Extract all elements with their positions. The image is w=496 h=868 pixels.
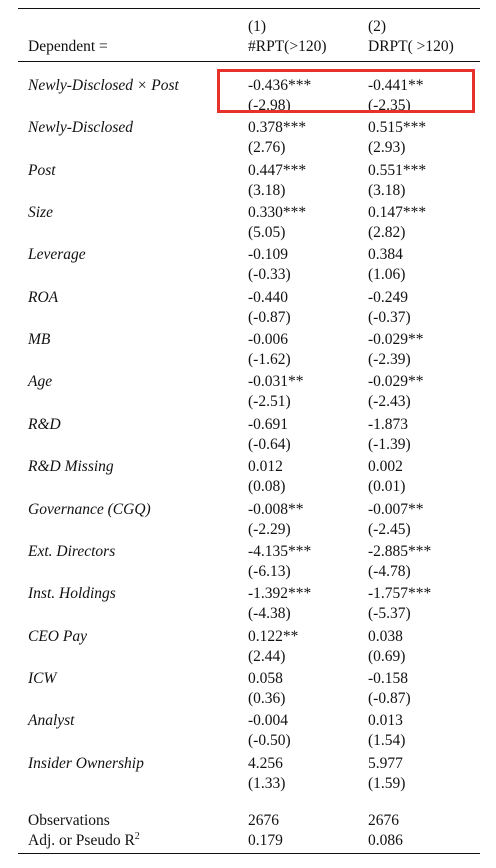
tstat-col2: (-2.35) — [368, 97, 411, 114]
tstat-col2: (2.82) — [368, 224, 406, 242]
coef-col2: 0.038 — [368, 627, 403, 645]
coef-col2: 0.147*** — [368, 204, 427, 222]
coef-col2: -1.873 — [368, 415, 409, 433]
tstat-col1: (-4.38) — [248, 605, 291, 623]
tstat-col1: (1.33) — [248, 774, 286, 792]
row-label: Size — [28, 204, 53, 222]
coef-col1: -4.135*** — [248, 542, 312, 560]
r2-superscript: 2 — [134, 831, 140, 842]
coef-col1: 0.330*** — [248, 204, 307, 222]
coef-col2: 5.977 — [368, 754, 403, 772]
coef-col2: 0.384 — [368, 246, 403, 264]
regression-table — [18, 0, 480, 858]
coef-col1: -0.031** — [248, 373, 304, 391]
r2-label — [28, 832, 140, 850]
coef-col2: 0.002 — [368, 458, 403, 476]
col2-number: (2) — [368, 18, 387, 35]
coef-col1: 0.058 — [248, 669, 283, 687]
tstat-col2: (-0.87) — [368, 689, 411, 707]
tstat-col2: (3.18) — [368, 181, 406, 199]
col1-header: #RPT(>120) — [248, 38, 327, 55]
row-label: MB — [28, 331, 51, 349]
row-label: Newly-Disclosed × Post — [28, 77, 179, 94]
coef-col1: -0.440 — [248, 288, 289, 306]
dependent-label: Dependent = — [28, 38, 108, 55]
tstat-col2: (1.59) — [368, 774, 406, 792]
highlight-box — [217, 69, 475, 113]
row-label: ICW — [28, 669, 57, 687]
coef-col1: -0.008** — [248, 500, 304, 518]
coef-col1: 0.012 — [248, 458, 283, 476]
tstat-col1: (-0.50) — [248, 732, 291, 750]
tstat-col2: (1.06) — [368, 266, 406, 284]
col1-number: (1) — [248, 18, 267, 35]
tstat-col1: (2.44) — [248, 647, 286, 665]
r2-label-text: Adj. or Pseudo R — [28, 832, 135, 849]
row-label: R&D — [28, 415, 61, 433]
coef-col2: -0.029** — [368, 331, 424, 349]
row-label: Insider Ownership — [28, 754, 144, 772]
coef-col1: 0.122** — [248, 627, 299, 645]
row-label: CEO Pay — [28, 627, 87, 645]
coef-col1: -0.109 — [248, 246, 289, 264]
observations-col1: 2676 — [248, 812, 279, 829]
coef-col2: 0.515*** — [368, 119, 427, 137]
tstat-col1: (-0.33) — [248, 266, 291, 284]
coef-col1: -1.392*** — [248, 585, 312, 603]
bottom-rule — [18, 853, 480, 854]
tstat-col1: (3.18) — [248, 181, 286, 199]
coef-col2: -0.158 — [368, 669, 409, 687]
tstat-col1: (-0.64) — [248, 435, 291, 453]
tstat-col2: (2.93) — [368, 139, 406, 157]
tstat-col1: (2.76) — [248, 139, 286, 157]
r2-col1: 0.179 — [248, 832, 283, 849]
coef-col1: 0.378*** — [248, 119, 307, 137]
tstat-col1: (-1.62) — [248, 351, 291, 369]
header-rule — [18, 61, 480, 62]
tstat-col2: (-4.78) — [368, 562, 411, 580]
row-label: Leverage — [28, 246, 86, 264]
coef-col1: -0.436*** — [248, 77, 312, 94]
coef-col1: -0.006 — [248, 331, 289, 349]
row-label: R&D Missing — [28, 458, 114, 476]
col2-header: DRPT( >120) — [368, 38, 454, 55]
top-rule — [18, 8, 480, 9]
tstat-col1: (5.05) — [248, 224, 286, 242]
row-label: Inst. Holdings — [28, 585, 116, 603]
tstat-col1: (-2.98) — [248, 97, 291, 114]
tstat-col1: (-2.51) — [248, 393, 291, 411]
tstat-col2: (0.01) — [368, 478, 406, 496]
tstat-col2: (-2.39) — [368, 351, 411, 369]
tstat-col2: (-2.45) — [368, 520, 411, 538]
observations-col2: 2676 — [368, 812, 399, 829]
row-label: Age — [28, 373, 53, 391]
tstat-col2: (0.69) — [368, 647, 406, 665]
coef-col1: 4.256 — [248, 754, 283, 772]
tstat-col1: (-6.13) — [248, 562, 291, 580]
row-label: Analyst — [28, 712, 75, 730]
coef-col1: -0.691 — [248, 415, 289, 433]
coef-col2: -0.029** — [368, 373, 424, 391]
tstat-col1: (0.36) — [248, 689, 286, 707]
r2-col2: 0.086 — [368, 832, 403, 849]
coef-col2: 0.013 — [368, 712, 403, 730]
tstat-col1: (-0.87) — [248, 308, 291, 326]
tstat-col2: (-5.37) — [368, 605, 411, 623]
tstat-col1: (0.08) — [248, 478, 286, 496]
row-label: Newly-Disclosed — [28, 119, 134, 137]
tstat-col2: (-1.39) — [368, 435, 411, 453]
tstat-col1: (-2.29) — [248, 520, 291, 538]
coef-col2: -0.441** — [368, 77, 424, 94]
coef-col1: -0.004 — [248, 712, 289, 730]
observations-label: Observations — [28, 812, 110, 829]
tstat-col2: (-0.37) — [368, 308, 411, 326]
row-label: Governance (CGQ) — [28, 500, 151, 518]
tstat-col2: (1.54) — [368, 732, 406, 750]
coef-col2: -0.249 — [368, 288, 409, 306]
coef-col2: -0.007** — [368, 500, 424, 518]
coef-col2: 0.551*** — [368, 161, 427, 179]
coef-col2: -2.885*** — [368, 542, 432, 560]
coef-col1: 0.447*** — [248, 161, 307, 179]
tstat-col2: (-2.43) — [368, 393, 411, 411]
row-label: ROA — [28, 288, 59, 306]
row-label: Post — [28, 161, 56, 179]
row-label: Ext. Directors — [28, 542, 116, 560]
coef-col2: -1.757*** — [368, 585, 432, 603]
